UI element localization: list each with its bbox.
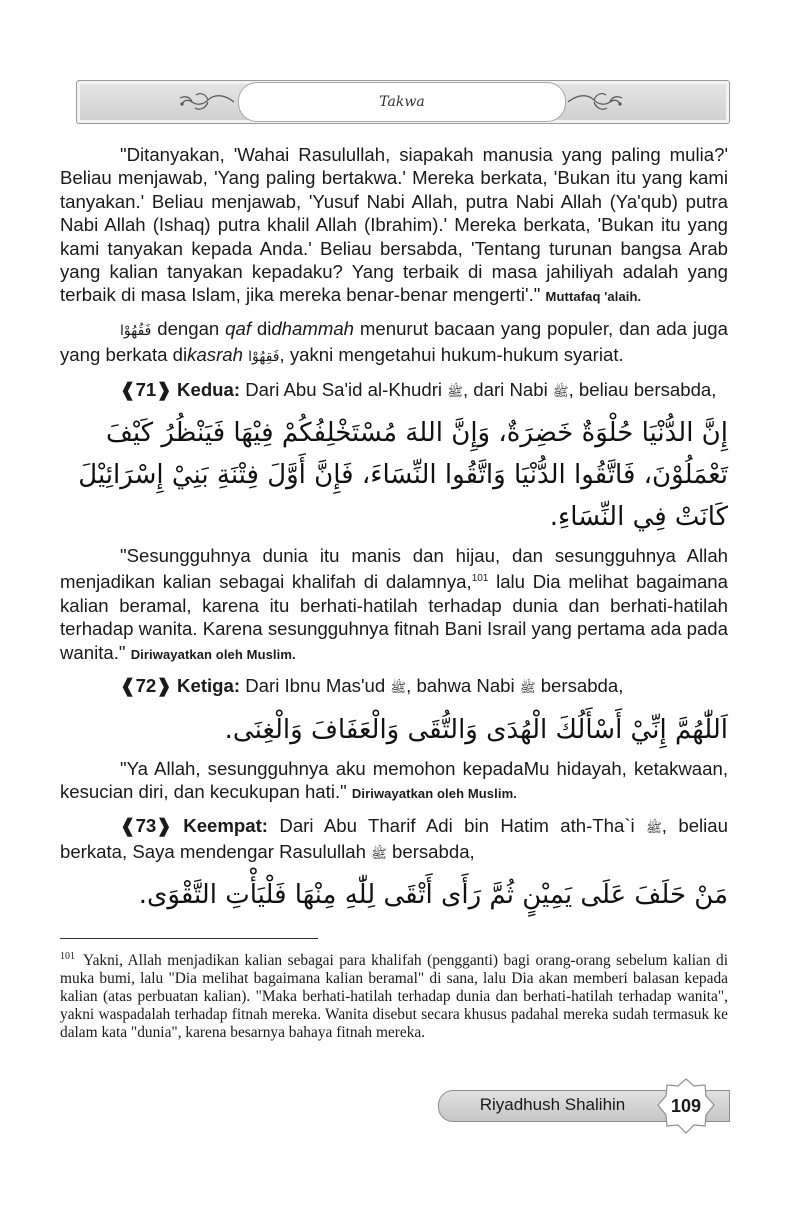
hadith-number: ❰71❱ [120, 378, 172, 400]
page-title: Takwa [238, 82, 566, 122]
honorific-icon: ﷺ [371, 846, 387, 862]
honorific-icon: ﷺ [519, 681, 536, 697]
hadith-71-intro: ❰71❱ Kedua: Dari Abu Sa'id al-Khudri ﷺ, dari Nabi ﷺ, beliau bersabda, [120, 378, 717, 400]
arabic-text-72: اَللّٰهُمَّ إِنِّيْ أَسْأَلُكَ الْهُدَى وَالتُّقَى وَالْعَفَافَ وَالْغِنَى. [224, 714, 728, 745]
honorific-icon: ﷺ [447, 384, 463, 400]
source-attribution: Diriwayatkan oleh Muslim. [130, 646, 296, 662]
floral-ornament-left-icon [176, 88, 236, 116]
footnote-divider [60, 938, 318, 939]
footnote-ref[interactable]: 101 [471, 573, 489, 585]
footnote [60, 948, 728, 1042]
hadith-72-translation: "Ya Allah, sesungguhnya aku memohon kepadaMu hidayah, ketakwaan, kesucian diri, dan kecukupan hati." Diriwayatkan oleh Muslim. [60, 757, 728, 803]
footnote-number: 101 [60, 951, 75, 962]
arabic-text-71: إِنَّ الدُّنْيَا حُلْوَةٌ خَضِرَةٌ، وَإِنَّ اللهَ مُسْتَخْلِفُكُمْ فِيْهَا فَيَنْظُرُ كَيْفَ تَعْمَلُوْنَ، فَاتَّقُوا الدُّنْيَا وَاتَّقُوا النِّسَاءَ، فَإِنَّ أَوَّلَ فِتْنَةِ بَنِيْ إِسْرَائِيْلَ كَانَتْ فِي النِّسَاءِ. [78, 418, 728, 533]
main-content [60, 143, 728, 922]
hadith-number: ❰72❱ [120, 675, 172, 697]
footnote-text: Yakni, Allah menjadikan kalian sebagai para khalifah (pengganti) bagi orang-orang sebelum kalian di muka bumi, lalu "Dia melihat bagaimana kalian beramal" di sana, lalu Dia akan memberi balasan kepada kalian (atas perbuatan kalian). "Maka berhati-hatilah terhadap dunia dan berhati-hatilah terhadap wanita", yakni waspadalah terhadap fitnah mereka. Wanita disebut secara khusus padahal mereka sudah termasuk ke dalam kata "dunia", karena besarnya bahaya fitnah mereka. [60, 952, 728, 1042]
honorific-icon: ﷺ [390, 681, 407, 697]
hadith-73-intro: ❰73❱ Keempat: Dari Abu Tharif Adi bin Hatim ath-Tha`i ﷺ, beliau berkata, Saya mendengar Rasulullah ﷺ bersabda, [60, 814, 728, 862]
hadith-71-translation: "Sesungguhnya dunia itu manis dan hijau, dan sesungguhnya Allah menjadikan kalian sebagai khalifah di dalamnya,$^{101}$ lalu Dia melihat bagaimana kalian beramal, karena itu berhati-hatilah terhadap dunia dan berhati-hatilah terhadap wanita. Karena sesungguhnya fitnah Bani Israil yang pertama ada pada wanita." Diriwayatkan oleh Muslim. [60, 545, 728, 663]
book-title: Riyadhush Shalihin [479, 1095, 626, 1114]
explanation-paragraph: فَقُهُوْا dengan qaf didhammah menurut bacaan yang populer, dan ada juga yang berkata dikasrah فَقِهُوْا, yakni mengetahui hukum-hukum syariat. [60, 317, 728, 366]
hadith-72-intro: ❰72❱ Ketiga: Dari Ibnu Mas'ud ﷺ, bahwa Nabi ﷺ bersabda, [120, 675, 624, 697]
honorific-icon: ﷺ [646, 820, 662, 836]
hadith-number: ❰73❱ [120, 814, 172, 836]
page-number: 109 [670, 1096, 702, 1116]
honorific-icon: ﷺ [552, 384, 569, 400]
source-attribution: Diriwayatkan oleh Muslim. [351, 786, 517, 802]
source-attribution: Muttafaq 'alaih. [545, 289, 642, 305]
arabic-text-73: مَنْ حَلَفَ عَلَى يَمِيْنٍ ثُمَّ رَأَى أَتْقَى لِلّٰهِ مِنْهَا فَلْيَأْتِ التَّقْوَى. [138, 880, 728, 911]
hadith-70-translation: "Ditanyakan, 'Wahai Rasulullah, siapakah manusia yang paling mulia?' Beliau menjawab, 'Yang paling bertakwa.' Mereka berkata, 'Bukan itu yang kami tanyakan.' Beliau menjawab, 'Yusuf Nabi Allah, putra Nabi Allah (Ya'qub) putra Nabi Allah (Ishaq) putra khalil Allah (Ibrahim).' Mereka berkata, 'Bukan itu yang kami tanyakan kepada Anda.' Beliau bersabda, 'Tentang turunan bangsa Arab yang kalian tanyakan kepadaku? Yang terbaik di masa jahiliyah adalah yang terbaik di masa Islam, jika mereka benar-benar mengerti'." Muttafaq 'alaih. [60, 144, 728, 306]
floral-ornament-right-icon [566, 88, 626, 116]
